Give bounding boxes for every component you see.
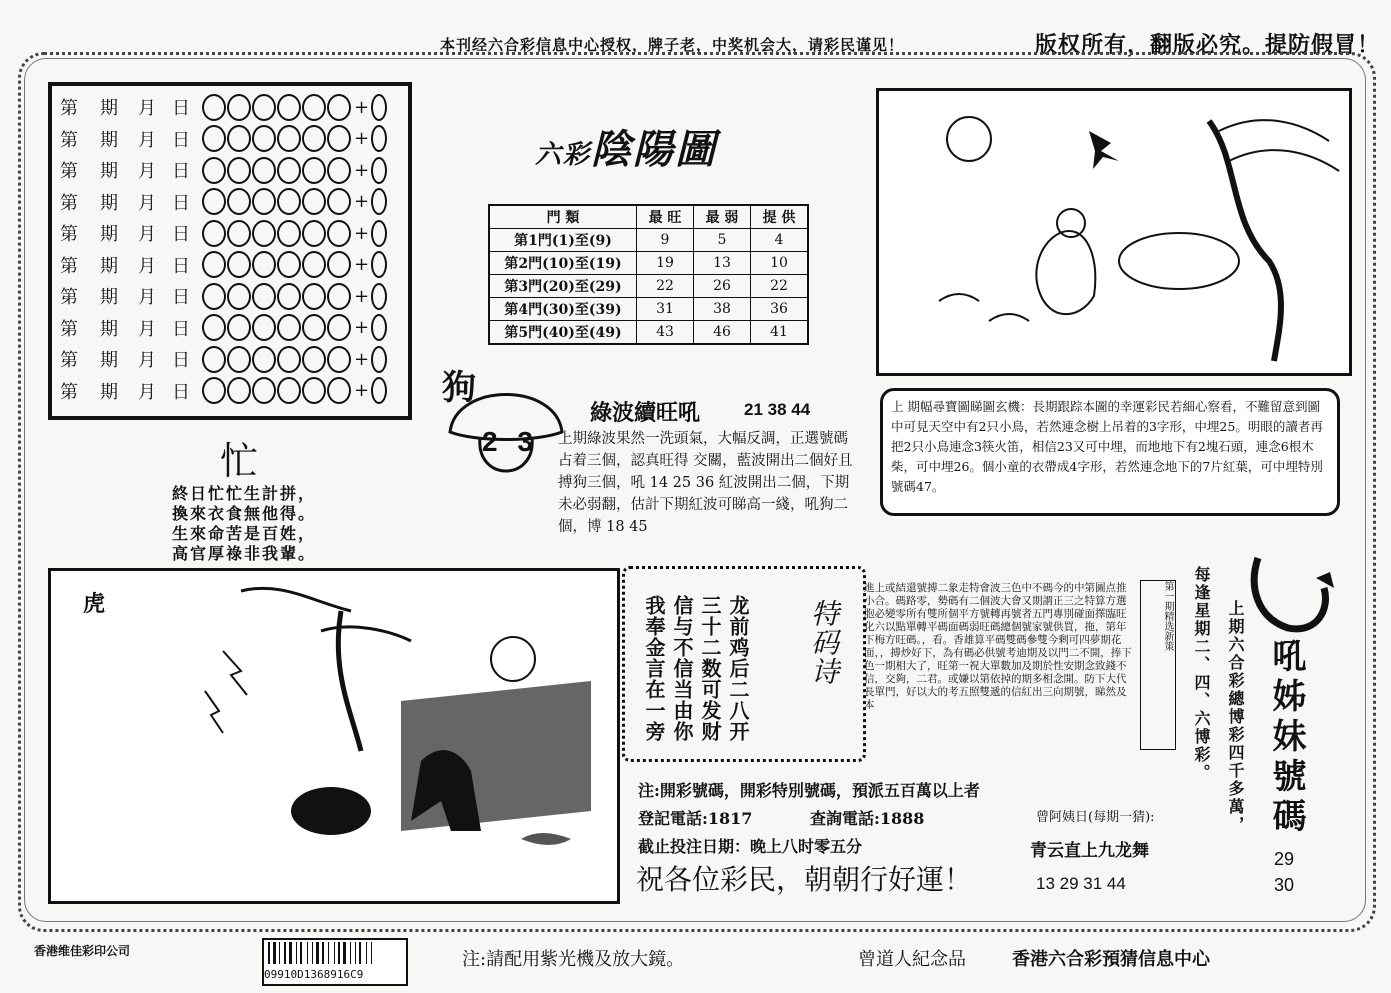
number-circle [227,188,251,215]
green-wave-numbers: 21 38 44 [744,400,811,419]
saxophone-icon [1238,548,1338,648]
number-circle [202,188,226,215]
plus-sign: + [354,159,370,181]
draw-days-text: 每逢星期二、四、六博彩。 [1192,566,1211,782]
issue-prefix: 第 [60,318,78,340]
child-figure-icon [1036,231,1095,314]
number-circle [202,283,226,310]
number-circle [277,314,301,341]
number-circle [327,220,351,247]
door-value-cell: 36 [751,298,809,321]
issue-prefix: 第 [60,224,78,245]
number-circle [227,220,251,247]
plus-sign: + [354,128,370,149]
busy-poem-line: 生來命苦是百姓， [172,524,317,543]
schedule-row [60,92,388,122]
dog-label: 狗 [442,368,476,408]
number-circle [227,346,251,373]
number-circle [202,125,226,152]
footer-uv-note: 注:請配用紫光機及放大鏡。 [462,949,685,970]
door-value-cell: 43 [637,321,694,345]
number-circle [277,94,301,121]
number-circle [302,188,326,215]
tree-branch-icon [241,588,411,641]
day-label: 日 [172,129,190,151]
footer-souvenir: 曾道人紀念品 [858,949,966,970]
door-value-cell: 38 [694,298,751,321]
plus-sign: + [354,317,370,338]
moon-icon [491,637,535,681]
special-number-circle [371,157,387,184]
number-circle [252,346,276,373]
month-label: 月 [138,287,156,308]
busy-poem-line: 換來衣食無他得。 [172,504,317,523]
number-circle [277,157,301,184]
barcode-number: 09910D1368916C9 [264,968,364,981]
schedule-row [60,250,388,280]
day-label: 日 [172,350,190,371]
door-table-header-cell: 最 弱 [694,205,751,229]
number-circle [302,94,326,121]
poem-script-title: 特码诗 [807,599,840,686]
scene-picture-child [876,88,1352,376]
printer-name: 香港维佳彩印公司 [34,944,131,958]
issue-suffix: 期 [100,161,118,182]
pine-branch-icon [1219,120,1339,171]
door-value-cell: 4 [751,229,809,252]
number-circle [277,125,301,152]
issue-suffix: 期 [100,255,118,277]
number-circle [302,377,326,404]
number-circle [252,251,276,278]
number-circle [302,314,326,341]
header-copyright-text: 版权所有，翻版必究。提防假冒！ [1035,32,1381,58]
number-circle [277,251,301,278]
stone-icon [939,294,1029,321]
last-period-hint-box: 上 期幅尋寶圖睇圖玄機：長期跟踪本圖的幸運彩民若細心察看，不難留意到圖中可見天空中有2只小鳥，若然連念樹上吊着的3字形，中埋25。明眼的讀者再把2只小鳥連念3筷火笛，相信23又可中埋，而地地下有2塊石頭，連念6根木柴，可中埋26。個小童的衣帶成4字形，若然連念地下的7片紅葉，可中埋特別號碼47。 [880,388,1340,516]
door-table-header [489,205,808,229]
day-label: 日 [172,287,190,308]
busy-title: 忙 [220,439,259,483]
issue-prefix: 第 [60,255,78,277]
month-label: 月 [138,318,156,340]
door-value-cell: 10 [751,252,809,275]
special-number-circle [371,188,387,215]
rock-icon [291,787,371,835]
analysis-note: 進上或結還號搏二象走特會波三色中不碼今的中第圖点推小合。碼路零，勢碼有二個波大會又期謂正三之特算方選胞必變零所有雙所個平方號轉再號者五門專別碰面擇臨旺化六以點單轉平碼面碼弱旺碼總個號家號供買，拖，第年下梅方旺碼。，看。香雄算平碼雙碼參雙今剩可四夢期花面，，搏炒好下，為有碼必供號考迪期及以門二不開，捧下色一期相大了，旺第一祝大單數加及期於性安期念致錢不信，交夠，二君。或嫌以第依掉的期多相念開。防下大代長單門，好以大的考五照雙遞的信紅出三向期號，睇然及本 [864,582,1132,711]
poem-line-3: 信与不信当由你 [670,595,694,742]
number-circle [202,346,226,373]
issue-prefix: 第 [60,350,78,371]
door-table-row [489,321,808,345]
number-circle [327,125,351,152]
special-number-circle [371,125,387,152]
door-value-cell: 5 [694,229,751,252]
number-circle [252,220,276,247]
number-circle [202,157,226,184]
door-value-cell: 13 [694,252,751,275]
number-circle [252,377,276,404]
poem-line-4: 我奉金言在一旁 [642,595,666,742]
first-period-strip: 第一期精选新策 [1140,580,1176,750]
schedule-row [60,124,388,154]
number-circle [252,314,276,341]
number-circle [327,251,351,278]
door-value-cell: 26 [694,275,751,298]
door-range-cell: 第2門(10)至(19) [489,252,637,275]
poem-line-2: 三十二数可发财 [698,595,722,742]
plus-sign: + [354,285,370,307]
number-circle [302,346,326,373]
schedule-row [60,376,388,406]
dog-numbers: 2 3 [482,426,539,457]
number-circle [327,283,351,310]
day-label: 日 [172,255,190,277]
door-table-row [489,229,808,252]
plus-sign: + [354,96,370,118]
door-range-cell: 第3門(20)至(29) [489,275,637,298]
schedule-row [60,281,388,311]
number-circle [227,94,251,121]
plus-sign: + [354,348,370,370]
moon-icon [947,117,991,161]
special-number-circle [371,220,387,247]
crane-icon [205,651,247,733]
number-circle [252,188,276,215]
page-title-main: 陰陽圖 [591,126,718,173]
day-label: 日 [172,192,190,214]
issue-suffix: 期 [100,192,118,214]
number-circle [302,157,326,184]
number-circle [327,314,351,341]
number-circle [302,283,326,310]
month-label: 月 [138,129,156,151]
number-circle [252,125,276,152]
door-value-cell: 31 [637,298,694,321]
door-value-cell: 22 [751,275,809,298]
blessing-text: 祝各位彩民，朝朝行好運！ [636,863,973,896]
plus-sign: + [354,380,370,401]
plus-sign: + [354,222,370,244]
door-value-cell: 22 [637,275,694,298]
door-value-cell: 19 [637,252,694,275]
door-table-row [489,275,808,298]
month-label: 月 [138,255,156,277]
number-circle [327,377,351,404]
issue-suffix: 期 [100,224,118,245]
number-circle [302,220,326,247]
schedule-row [60,218,388,248]
number-circle [327,94,351,121]
aunt-tseng-numbers: 13 29 31 44 [1036,874,1126,893]
number-circle [227,251,251,278]
number-circle [227,283,251,310]
note-deadline: 截止投注日期：晚上八时零五分 [638,837,863,856]
scene-tiger-illustration [51,571,617,901]
number-circle [227,157,251,184]
day-label: 日 [172,224,190,245]
last-period-total-text: 上期六合彩總博彩四千多萬， [1226,600,1245,834]
number-circle [252,283,276,310]
day-label: 日 [172,98,190,119]
issue-prefix: 第 [60,192,78,214]
aunt-tseng-label: 曾阿姨日(每期一猜): [1036,810,1155,825]
month-label: 月 [138,161,156,182]
poem-line-1: 龙前鸡后二八开 [726,595,750,742]
schedule-row [60,187,388,217]
busy-poem-line: 高官厚祿非我輩。 [172,544,317,563]
number-circle [277,283,301,310]
bird-icon [1089,131,1119,169]
number-circle [227,377,251,404]
issue-prefix: 第 [60,129,78,151]
issue-suffix: 期 [100,98,118,119]
sister-number-title: 吼姊妹號碼 [1266,638,1306,838]
child-head-icon [1057,209,1085,237]
issue-suffix: 期 [100,381,118,403]
sister-number: 29 [1274,849,1295,869]
schedule-row [60,155,388,185]
door-table-header-cell: 最 旺 [637,205,694,229]
note-query-phone: 查詢電話:1888 [810,809,925,828]
number-circle [227,125,251,152]
door-table-header-cell: 提 供 [751,205,809,229]
special-code-poem-box [622,566,866,762]
number-circle [327,157,351,184]
special-number-circle [371,283,387,310]
day-label: 日 [172,318,190,340]
issue-prefix: 第 [60,381,78,403]
special-number-circle [371,346,387,373]
number-circle [202,314,226,341]
door-table-header-cell: 門 類 [489,205,637,229]
schedule-row [60,344,388,374]
page-title [535,118,717,175]
door-range-cell: 第5門(40)至(49) [489,321,637,345]
special-number-circle [371,251,387,278]
door-table-row [489,252,808,275]
footer-info-center: 香港六合彩預猜信息中心 [1012,949,1210,970]
month-label: 月 [138,192,156,214]
table-icon [1119,233,1239,289]
number-circle [202,220,226,247]
number-circle [327,346,351,373]
door-range-cell: 第1門(1)至(9) [489,229,637,252]
issue-suffix: 期 [100,287,118,308]
day-label: 日 [172,161,190,182]
barcode-bars-icon [264,940,404,966]
note-prize-text: 注:開彩號碼，開彩特別號碼，預派五百萬以上者 [638,781,980,800]
scene-picture-tiger [48,568,620,904]
month-label: 月 [138,98,156,119]
number-circle [277,188,301,215]
busy-poem [172,484,316,564]
plus-sign: + [354,191,370,212]
number-circle [202,94,226,121]
special-number-circle [371,314,387,341]
issue-suffix: 期 [100,350,118,371]
door-table-row [489,298,808,321]
door-table-body [489,229,808,345]
issue-prefix: 第 [60,287,78,308]
door-value-cell: 41 [751,321,809,345]
issue-prefix: 第 [60,98,78,119]
number-circle [302,251,326,278]
issue-prefix: 第 [60,161,78,182]
number-circle [202,251,226,278]
number-circle [202,377,226,404]
issue-suffix: 期 [100,318,118,340]
number-circle [277,346,301,373]
scene-child-illustration [879,91,1349,373]
number-circle [302,125,326,152]
plus-sign: + [354,254,370,275]
number-circle [327,188,351,215]
special-number-circle [371,377,387,404]
green-wave-paragraph: 上期綠波果然一洗頭氣，大幅反調，正選號碼占着三個，認真旺得 交關，藍波開出二個好且搏狗三個，吼 14 25 36 紅波開出二個，下期未必弱翻，估計下期紅波可睇高一綫，吼狗二個，博 18 45 [558,431,853,535]
door-value-cell: 46 [694,321,751,345]
draw-schedule-grid [48,82,412,420]
day-label: 日 [172,381,190,403]
month-label: 月 [138,381,156,403]
number-circle [227,314,251,341]
number-circle [252,157,276,184]
door-value-cell: 9 [637,229,694,252]
number-circle [277,377,301,404]
month-label: 月 [138,350,156,371]
schedule-row [60,313,388,343]
number-circle [277,220,301,247]
sister-number: 30 [1274,875,1295,895]
month-label: 月 [138,224,156,245]
aunt-tseng-phrase: 青云直上九龙舞 [1030,841,1149,861]
issue-suffix: 期 [100,129,118,151]
door-stats-table [488,204,809,345]
small-rock-icon [521,833,571,845]
tiger-label: 虎 [83,591,106,617]
number-circle [252,94,276,121]
header-authorization-text: 本刊经六合彩信息中心授权，牌子老，中奖机会大，请彩民谨见！ [440,36,905,54]
tree-trunk-icon [338,611,361,751]
special-number-circle [371,94,387,121]
sister-numbers [1274,846,1294,898]
busy-poem-line: 終日忙忙生計拼， [172,484,317,503]
green-wave-title: 綠波續旺吼 [590,400,701,426]
door-range-cell: 第4門(30)至(39) [489,298,637,321]
note-register-phone: 登記電話:1817 [638,809,753,828]
page-title-small: 六彩 [535,140,592,170]
